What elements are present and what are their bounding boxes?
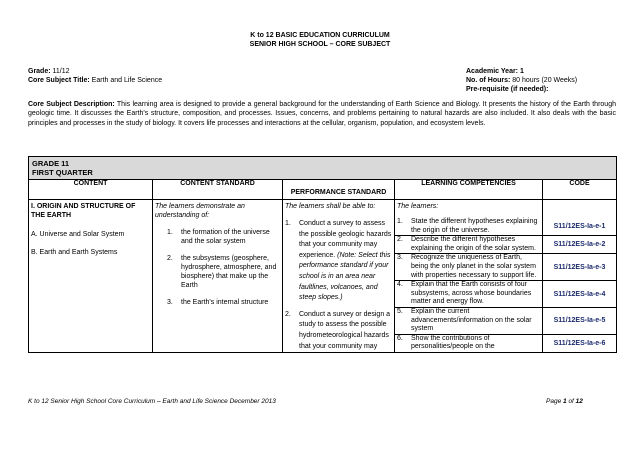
content-standard-item: 3. the Earth's internal structure [167,299,269,306]
description-label: Core Subject Description: [28,101,115,108]
content-standard-cell [153,200,283,353]
performance-standard-item: 1. Conduct a survey to assess the possible geologic hazards that your community may experience. (Note: Select this performance standard if your school is in an area near faultlines, volcanoes, and steep slopes.) [285,220,392,302]
content-cell [29,200,153,353]
hours-value: 80 hours (20 Weeks) [512,77,578,84]
page-number: Page 1 of 12 [546,398,583,405]
grade-info [28,67,70,76]
content-standard-intro: The learners demonstrate an understanding of: [155,203,245,219]
competency-item: 4. Explain that the Earth consists of four subsystems, across whose boundaries matter and energy flow. [397,281,532,306]
subject-label: Core Subject Title: [28,77,90,84]
competency-cell [395,200,543,236]
grade-quarter-banner [29,157,617,180]
grade-heading: GRADE 11 [32,159,70,168]
performance-standard-item: 2. Conduct a survey or design a study to assess the possible hydrometeorological hazards that your community may [285,310,391,350]
grade-label: Grade: [28,68,51,75]
col-header-performance-standard: PERFORMANCE STANDARD [283,180,395,200]
subject-info [28,76,162,85]
year-label: Academic Year: [466,68,519,75]
code-cell: S11/12ES-Ia-e-5 [543,308,617,335]
year-info [466,67,524,76]
competency-item: 1. State the different hypotheses explaining the origin of the universe. [397,218,538,234]
performance-standard-cell [283,200,395,353]
code-cell: S11/12ES-Ia-e-1 [543,200,617,236]
code-cell: S11/12ES-Ia-e-6 [543,334,617,352]
learners-label: The learners: [397,203,439,210]
doc-title-line1: K to 12 BASIC EDUCATION CURRICULUM [250,32,390,39]
grade-value: 11/12 [52,68,70,75]
description-text: This learning area is designed to provide a general background for the understanding of Earth Science and Biology. It presents the history of the Earth through geologic time. It discusses the Earth's structure, composition, and processes. Issues, concerns, and problems pertaining to natural hazards are also included. It also deals with the basic principles and processes in the study of biology. It covers life processes and interactions at the cellular, organism, population, and ecosystem levels. [28,101,616,127]
competency-cell [395,334,543,352]
content-standard-item: 2. the subsystems (geosphere, hydrosphere, atmosphere, and biosphere) that make up the Earth [167,255,277,289]
performance-standard-intro: The learners shall be able to: [285,203,376,210]
content-item: A. Universe and Solar System [31,231,125,238]
prereq-label: Pre-requisite (if needed): [466,86,549,93]
competency-item: 5. Explain the current advancements/information on the solar system [397,308,532,333]
code-cell: S11/12ES-Ia-e-4 [543,281,617,308]
competency-cell [395,308,543,335]
col-header-content: CONTENT [29,180,153,200]
col-header-learning-competencies: LEARNING COMPETENCIES [395,180,543,200]
code-cell: S11/12ES-Ia-e-3 [543,254,617,281]
col-header-code: CODE [543,180,617,200]
competency-item: 2. Describe the different hypotheses explaining the origin of the solar system. [397,236,536,252]
content-standard-list [155,228,280,307]
footer-note: K to 12 Senior High School Core Curriculum – Earth and Life Science December 2013 [28,398,276,405]
curriculum-table [28,156,617,353]
competency-cell [395,254,543,281]
col-header-content-standard: CONTENT STANDARD [153,180,283,200]
year-value: 1 [519,68,524,75]
content-item: B. Earth and Earth Systems [31,249,118,256]
core-subject-description [28,100,616,128]
content-standard-item: 1. the formation of the universe and the solar system [167,229,270,245]
code-cell: S11/12ES-Ia-e-2 [543,236,617,254]
competency-cell [395,281,543,308]
competency-cell [395,236,543,254]
competency-item: 3. Recognize the uniqueness of Earth, being the only planet in the solar system with properties necessary to support life. [397,254,537,279]
subject-value: Earth and Life Science [91,77,163,84]
competency-item: 6. Show the contributions of personalities/people on the [397,334,495,351]
quarter-heading: FIRST QUARTER [32,168,93,177]
hours-label: No. of Hours: [466,77,511,84]
hours-info [466,76,577,85]
doc-title-line2: SENIOR HIGH SCHOOL – CORE SUBJECT [249,41,391,48]
content-heading: I. ORIGIN AND STRUCTURE OF THE EARTH [31,203,136,219]
